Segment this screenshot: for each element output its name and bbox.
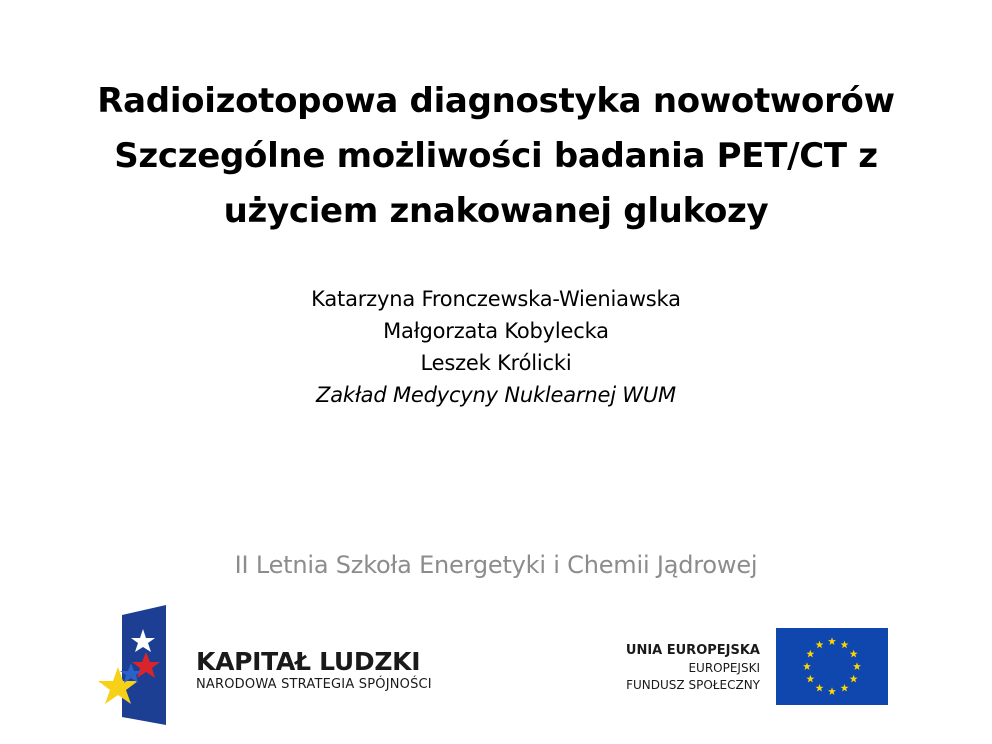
author-3: Leszek Królicki	[420, 351, 572, 375]
eu-flag	[776, 628, 888, 705]
slide-title	[40, 74, 952, 239]
affiliation: Zakład Medycyny Nuklearnej WUM	[316, 383, 676, 407]
authors-block	[40, 283, 952, 411]
author-1: Katarzyna Fronczewska-Wieniawska	[311, 287, 681, 311]
eu-line-3: FUNDUSZ SPOŁECZNY	[626, 678, 760, 692]
school-name: II Letnia Szkoła Energetyki i Chemii Jądrowej	[234, 551, 758, 579]
kapital-ludzki-text	[196, 648, 432, 694]
kapital-ludzki-logo	[96, 605, 168, 725]
title-line-3: użyciem znakowanej glukozy	[223, 191, 769, 231]
eu-line-2: EUROPEJSKI	[688, 661, 760, 675]
title-line-2: Szczególne możliwości badania PET/CT z	[114, 136, 878, 176]
kapital-ludzki-subtitle: NARODOWA STRATEGIA SPÓJNOŚCI	[196, 677, 432, 692]
eu-text-block	[626, 641, 760, 694]
author-2: Małgorzata Kobylecka	[383, 319, 609, 343]
kapital-ludzki-title: KAPITAŁ LUDZKI	[196, 647, 421, 676]
eu-line-1: UNIA EUROPEJSKA	[625, 643, 760, 658]
title-line-1: Radioizotopowa diagnostyka nowotworów	[97, 81, 895, 121]
